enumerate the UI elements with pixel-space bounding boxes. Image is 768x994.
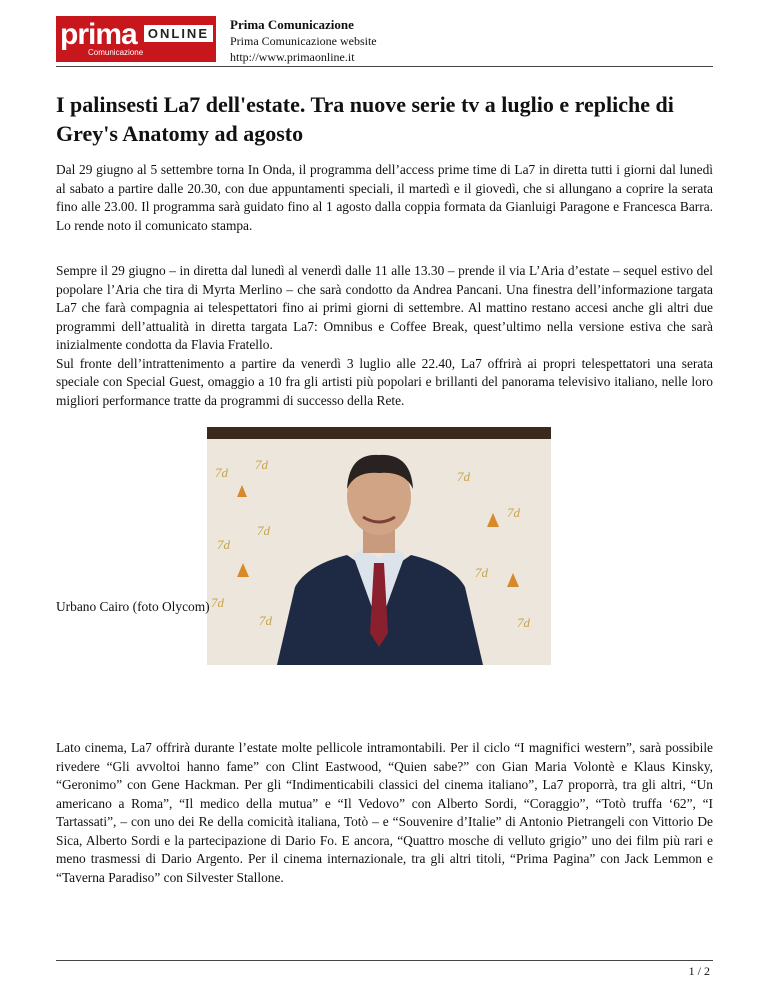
svg-text:7d: 7d xyxy=(475,565,488,580)
svg-text:7d: 7d xyxy=(215,465,228,480)
svg-text:7d: 7d xyxy=(259,613,272,628)
photo-caption: Urbano Cairo (foto Olycom) xyxy=(56,599,210,614)
logo-prima-text: prima xyxy=(60,18,137,51)
footer-divider xyxy=(56,960,713,961)
article-paragraph-1: Dal 29 giugno al 5 settembre torna In Onda, il programma dell’access prime time di La7 in diretta tutti i giorni dal lunedì al sabato a partire dalle 20.30, con due appuntamenti speciali, il martedì e il giovedì, che si allungano a coprire la serata fino alle 23.00. Il programma sarà guidato fino al 1 agosto dalla coppia formata da Gianluigi Paragone e Francesca Barra. Lo rende noto il comunicato stampa. xyxy=(56,162,713,233)
svg-text:7d: 7d xyxy=(507,505,520,520)
logo-comunicazione-text: Comunicazione xyxy=(88,48,144,57)
svg-text:7d: 7d xyxy=(517,615,530,630)
svg-text:7d: 7d xyxy=(211,595,224,610)
page-number: 1 / 2 xyxy=(688,964,710,978)
article-paragraph-2a: Sempre il 29 giugno – in diretta dal lunedì al venerdì dalle 11 alle 13.30 – prende il via L’Aria d’estate – sequel estivo del popolare l’Aria che tira di Myrta Merlino – che sarà condotto da Andrea Pancani. Una finestra dell’informazione targata La7 che farà compagnia ai telespettatori fino ai primi giorni di settembre. Al mattino restano accesi anche gli altri due programmi dell’attualità in diretta targata La7: Omnibus e Coffee Break, quest’ultimo nella versione estiva che sarà inizialmente condotta da Flavia Fratello. xyxy=(56,263,713,352)
logo-online-text: ONLINE xyxy=(144,25,213,42)
svg-text:7d: 7d xyxy=(217,537,230,552)
primaonline-logo xyxy=(56,16,216,62)
article-paragraph-3: Lato cinema, La7 offrirà durante l’estate molte pellicole intramontabili. Per il ciclo “I magnifici western”, sarà possibile rivedere “Gli avvoltoi hanno fame” con Clint Eastwood, “Quien sabe?” con Gian Maria Volontè e Klaus Kinsky, “Geronimo” con Gene Hackman. Per gli “Indimenticabili classici del cinema italiano”, La7 proporrà, tra gli altri, “Un americano a Roma”, “Il medico della mutua” e “Il Vedovo” con Alberto Sordi, “Coraggio”, “Totò truffa ‘62”, “I Tartassati”, – con uno dei Re della comicità italiana, Totò – e “Souvenire d’Italie” di Antonio Pietrangeli con Vittorio De Sica, Alberto Sordi e la partecipazione di Dario Fo. E ancora, “Quattro mosche di velluto grigio” uno dei film più rari e meno trasmessi di Dario Argento. Per il cinema internazionale, tra gli altri titoli, “Prima Pagina” con Jack Lemmon e “Taverna Paradiso” con Silvester Stallone. xyxy=(56,740,713,885)
svg-text:7d: 7d xyxy=(255,457,268,472)
article-paragraph-2 xyxy=(56,262,713,410)
header-divider xyxy=(56,66,713,67)
svg-text:7d: 7d xyxy=(257,523,270,538)
article-title: I palinsesti La7 dell'estate. Tra nuove serie tv a luglio e repliche di Grey's Anatomy ad agosto xyxy=(56,92,674,146)
publisher-info xyxy=(230,17,377,65)
publisher-name: Prima Comunicazione xyxy=(230,17,354,32)
article-photo xyxy=(207,427,551,665)
publisher-url[interactable]: http://www.primaonline.it xyxy=(230,50,355,64)
article-paragraph-2b: Sul fronte dell’intrattenimento a partire da venerdì 3 luglio alle 22.40, La7 offrirà ai propri telespettatori una serata speciale con Special Guest, omaggio a 10 fra gli artisti più popolari e brillanti del panorama televisivo italiano, nelle loro migliori performance tratte da programmi di successo della Rete. xyxy=(56,355,713,408)
svg-text:7d: 7d xyxy=(457,469,470,484)
publisher-description: Prima Comunicazione website xyxy=(230,34,377,48)
